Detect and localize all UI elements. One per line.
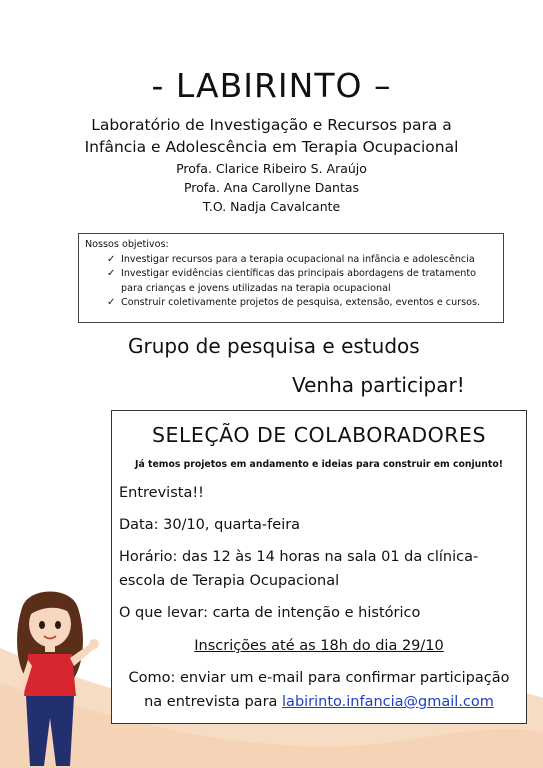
objective-item [107, 253, 497, 268]
subtitle-line-1: Laboratório de Investigação e Recursos para a [91, 116, 452, 134]
date-text: Data: 30/10, quarta-feira [119, 517, 301, 533]
coordinator-name: Profa. Clarice Ribeiro S. Araújo [176, 161, 367, 176]
what-to-bring-text: O que levar: carta de intenção e histórico [119, 605, 421, 621]
selection-box [111, 410, 527, 724]
objective-text: Construir coletivamente projetos de pesquisa, extensão, eventos e cursos. [121, 297, 481, 308]
time-text-line-2: escola de Terapia Ocupacional [119, 573, 340, 589]
registration-deadline: Inscrições até as 18h do dia 29/10 [194, 638, 444, 654]
how-to-apply-prefix: na entrevista para [144, 694, 283, 710]
coordinator-name: Profa. Ana Carollyne Dantas [183, 180, 360, 195]
objective-text: Investigar evidências científicas das principais abordagens de tratamento [121, 268, 477, 279]
how-to-apply-line-1: Como: enviar um e-mail para confirmar participação [128, 670, 510, 686]
objectives-list [85, 253, 497, 311]
join-call: Venha participar! [292, 373, 465, 397]
objective-text-continuation: para crianças e jovens utilizadas na terapia ocupacional [121, 282, 391, 294]
selection-title: SELEÇÃO DE COLABORADORES [152, 423, 486, 447]
coordinator-name: T.O. Nadja Cavalcante [202, 199, 341, 214]
research-group-heading: Grupo de pesquisa e estudos [128, 334, 420, 358]
objectives-box [78, 233, 504, 323]
page-title: - LABIRINTO – [151, 66, 392, 105]
interview-text: Entrevista!! [119, 485, 204, 501]
subtitle-line-2: Infância e Adolescência em Terapia Ocupacional [84, 138, 459, 156]
time-text-line-1: Horário: das 12 às 14 horas na sala 01 da clínica- [119, 549, 479, 565]
coordinators-list [0, 159, 543, 216]
objectives-heading: Nossos objetivos: [85, 239, 169, 250]
how-to-apply-line-2 [112, 691, 526, 714]
objective-item [107, 296, 497, 311]
objective-item [107, 267, 497, 296]
objective-text: Investigar recursos para a terapia ocupacional na infância e adolescência [121, 253, 475, 265]
selection-subtitle: Já temos projetos em andamento e ideias para construir em conjunto! [135, 459, 503, 470]
lab-subtitle [0, 114, 543, 158]
email-link[interactable]: labirinto.infancia@gmail.com [282, 694, 494, 710]
girl-illustration [4, 578, 114, 768]
